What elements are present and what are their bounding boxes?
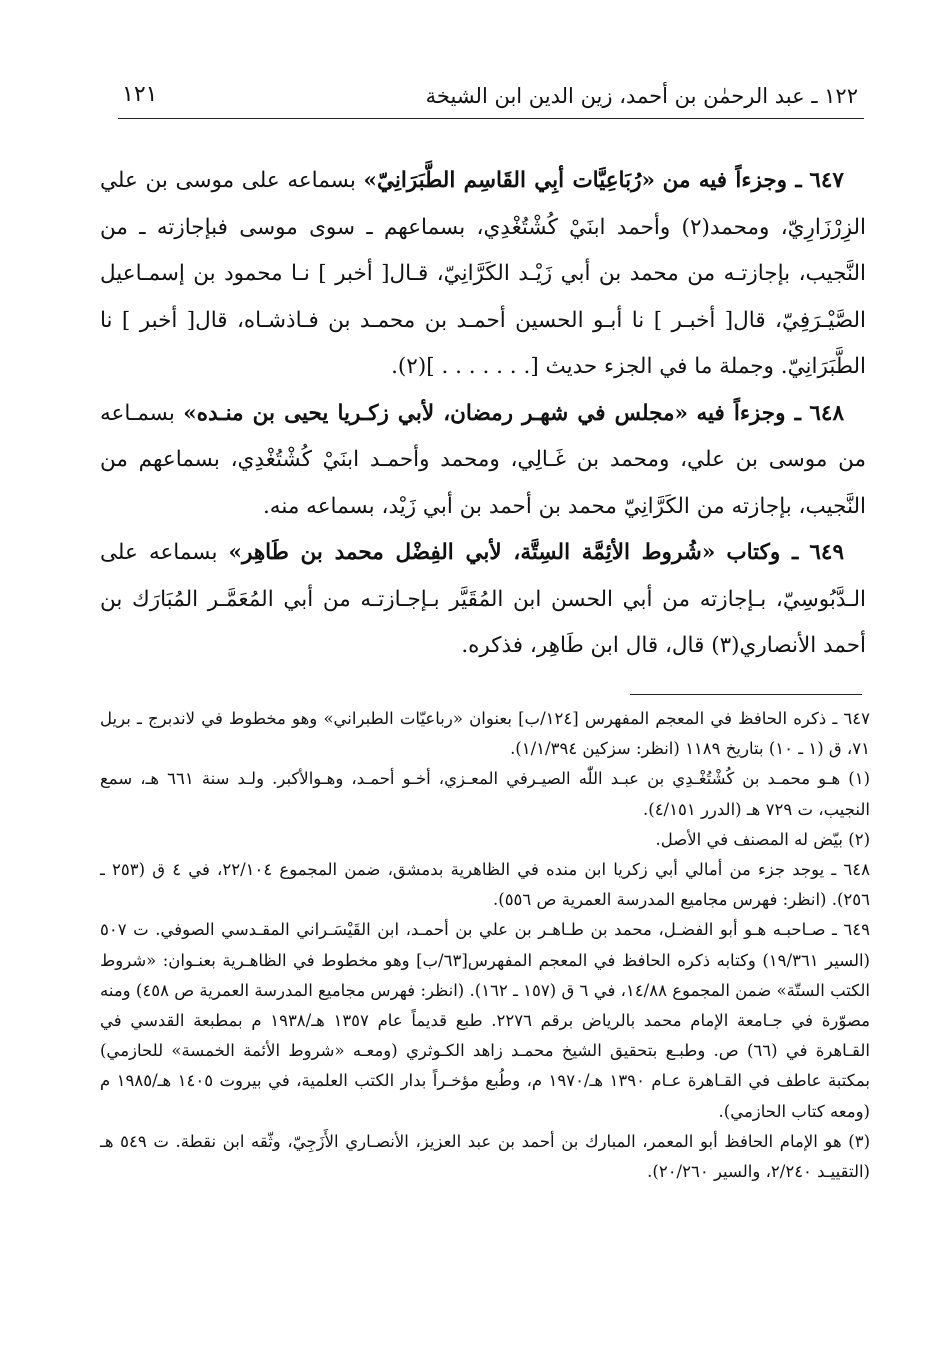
- footnote-label: (١): [848, 769, 871, 789]
- entry-number: ٦٤٨: [809, 400, 844, 426]
- footnote-divider: [630, 694, 862, 695]
- footnote-text: ـ صـاحبـه هـو أبو الفضـل، محمد بن طـاهـر بن علي بن أحمـد، ابن القَيْسَـراني المقـدسي الصوفي. ت ٥٠٧ (السير ١٩/٣٦١) وكتابه ذكره الحافظ في المعجم المفهرس[٦٣/ب] وهو مخطوط في الظاهـرية بعنـوان: «شروط الكتب الستّة» ضمن المجموع ١٤/٨٨، في ٦ ق (١٥٧ ـ ١٦٢). (انظر: فهرس مجاميع المدرسة العمرية ص ٤٥٨) ومنه مصوّرة في جـامعة الإمام محمد بالرياض برقم ٢٢٧٦. طبع قديماً عام ١٣٥٧ هـ/١٩٣٨ م بمطبعة القدسي في القـاهرة في (٦٦) ص. وطبـع بتحقيق الشيخ محمـد زاهد الكـوثري (ومعـه «شروط الأئمة الخمسة» للحازمي) بمكتبة عاطف في القـاهرة عـام ١٣٩٠ هـ/١٩٧٠ م، وطُبع مؤخـراً بدار الكتب العلمية، في بيروت ١٤٠٥ هـ/١٩٨٥ م (ومعه كتاب الحازمي).: [100, 920, 871, 1121]
- footnote-text: هو الإمام الحافظ أبو المعمر، المبارك بن أحمد بن عبد العزيز، الأنصـاري الأَزَجِيّ، وثّقه ابن نقطة. ت ٥٤٩ هـ (التقييـد ٢/٢٤٠، والسير ٢٠/٢٦٠).: [100, 1131, 870, 1182]
- entry-body: بسماعه على الـدَّبُوسِيّ، بـإجازته من أبي الحسن ابن المُقَيَّر بـإجـازتـه من أبي المُعَمَّـر المُبَارَك بن أحمد الأنصاري(٣) قال، قال ابن طَاهِر، فذكره.: [100, 540, 866, 658]
- footnote-648: [100, 855, 870, 915]
- entry-number: ٦٤٧: [809, 168, 844, 193]
- entry-book-title: «مجلس في شهـر رمضان، لأبي زكـريا يحيى بن منـده»: [183, 400, 688, 426]
- footnote-label: (٢): [848, 829, 870, 849]
- entry-body: بسمـاعه من موسى بن علي، ومحمد بن غَـالِي، ومحمد وأحمـد ابنَيْ كُشْتُغْدِي، بسماعهم من النَّجيب، بإجازته من الكَرَّانِيّ محمد بن أحمد بن أبي زَيْد، بسماعه منه.: [100, 400, 866, 519]
- footnote-text: هـو محمـد بن كُشْتُغْـدِي بن عبـد اللّٰه الصيـرفي المعـزي، أخـو أحمـد، وهـوالأكبر. ولـد سنة ٦٦١ هـ، سمع النجيب، ت ٧٢٩ هـ (الدرر ٤/١٥١).: [100, 769, 870, 819]
- entry-intro: ـ وجزءاً فيه من: [662, 168, 802, 193]
- footnote-label: (٣): [848, 1131, 871, 1151]
- footnote-2: [100, 825, 870, 855]
- footnote-text: ـ ذكره الحافظ في المعجم المفهرس [١٢٤/ب] بعنوان «رباعيّات الطبراني» وهو مخطوط في لاندبرج ـ بريل ٧١، ق (١ ـ ١٠) بتاريخ ١١٨٩ (انظر: سزكين ١/١/٣٩٤).: [100, 709, 870, 759]
- footnote-649: [100, 915, 870, 1126]
- running-header: [118, 78, 864, 119]
- entry-body: بسماعه على موسى بن علي الزِرْزَارِيّ، ومحمد(٢) وأحمد ابنَيْ كُشْتُغْدِي، بسماعهم ـ سوى موسى فبإجازته ـ من النَّجيب، بإجازتـه من محمد بن أبي زَيْـد الكَرَّانِيّ، قـال[ أخبر ] نـا محمود بن إسمـاعيل الصَّيْـرَفِيّ، قال[ أخبـر ] نا أبـو الحسين أحمـد بن محمـد بن فـاذشـاه، قال[ أخبر ] نا الطَّبَرَانِيّ. وجملة ما في الجزء حديث [. . . . . . . ](٢).: [100, 168, 866, 379]
- entry-647: [100, 158, 866, 391]
- entry-book-title: «شُروط الأئِمَّة السِتَّة، لأبي الفِضْل محمد بن طَاهِر»: [228, 540, 716, 565]
- footnote-text: ـ يوجد جزء من أمالي أبي زكريا ابن منده في الظاهرية بدمشق، ضمن المجموع ٢٢/١٠٤، في ٤ ق (٢٥٣ ـ ٢٥٦). (انظر: فهرس مجاميع المدرسة العمرية ص ٥٥٦).: [100, 860, 870, 910]
- main-text: [100, 158, 866, 670]
- running-title: ١٢٢ ـ عبد الرحمٰن بن أحمد، زين الدين ابن الشيخة: [425, 84, 858, 108]
- entry-intro: ـ وجزءاً فيه: [696, 400, 801, 426]
- footnote-label: ٦٤٨: [843, 860, 870, 880]
- footnote-text: بيّض له المصنف في الأصل.: [655, 829, 843, 849]
- entry-intro: ـ وكتاب: [726, 540, 799, 565]
- page-number: ١٢١: [122, 82, 158, 107]
- entry-649: [100, 530, 866, 670]
- footnote-label: ٦٤٧: [843, 709, 870, 728]
- footnote-3: [100, 1127, 870, 1187]
- entry-number: ٦٤٩: [809, 540, 844, 565]
- entry-648: [100, 391, 866, 531]
- footnote-1: [100, 764, 870, 824]
- entry-book-title: «رُبَاعِيَّات أبِي القَاسِم الطَّبَرَانِيّ»: [363, 168, 655, 193]
- footnotes: [100, 704, 870, 1187]
- footnote-647: [100, 704, 870, 764]
- footnote-label: ٦٤٩: [843, 920, 871, 940]
